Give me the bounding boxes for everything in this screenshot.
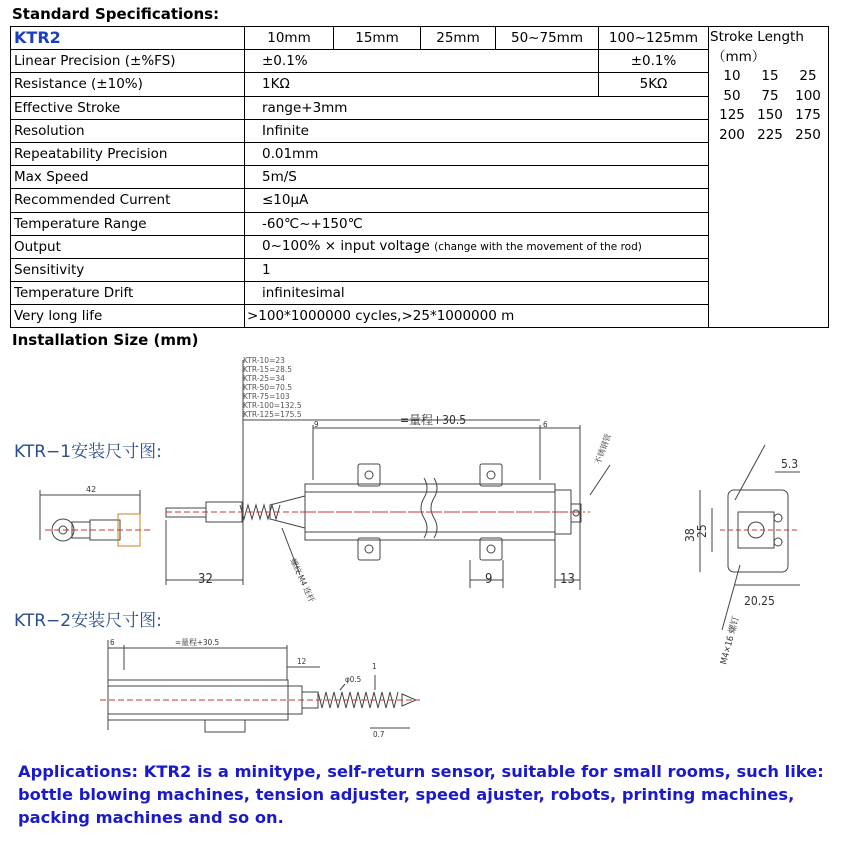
dim-38: 38 [683, 528, 697, 542]
mount-bracket [358, 464, 380, 486]
stroke-cell: 25mm [421, 27, 496, 50]
row-label: Temperature Drift [11, 282, 245, 305]
dim-9: 9 [314, 420, 319, 429]
ktr2-drawing-title: KTR−2安装尺寸图: [14, 611, 162, 631]
output-note: (change with the movement of the rod) [434, 241, 642, 254]
row-value: Infinite [245, 119, 709, 142]
ktr1-dimensions [198, 413, 613, 604]
stroke-list [243, 356, 302, 419]
stroke-list-item: KTR-125=175.5 [243, 410, 302, 419]
bolt-hole [487, 545, 495, 553]
dim-stroke-plus: =量程+30.5 [400, 413, 467, 427]
stroke-value: 10 [723, 68, 741, 84]
stroke-value: 50 [723, 87, 741, 104]
dim-42: 42 [86, 485, 97, 494]
bolt-hole [365, 471, 373, 479]
ktr1-side-view [166, 360, 613, 590]
leader-line [590, 465, 610, 495]
dim-1: 1 [372, 662, 377, 671]
stroke-value: 100 [795, 87, 821, 104]
ktr1-drawing-title: KTR−1安装尺寸图: [14, 442, 162, 462]
stroke-list-item: KTR-50=70.5 [243, 383, 293, 392]
row-value: range+3mm [245, 96, 709, 119]
row-value: -60℃~+150℃ [245, 212, 709, 235]
row-value: 5m/S [245, 166, 709, 189]
tube-label: 不锈钢管 [593, 432, 613, 466]
end-view-body [728, 490, 788, 572]
mount-bracket [358, 538, 380, 560]
row-label: Recommended Current [11, 189, 245, 212]
row-label: Max Speed [11, 166, 245, 189]
dim-13: 13 [560, 572, 575, 587]
leader-line [735, 445, 765, 500]
stroke-cell: 10mm [245, 27, 334, 50]
screw-head [774, 538, 782, 546]
row-label: Resolution [11, 119, 245, 142]
row-value: 1KΩ [245, 73, 599, 96]
bolt-hole [487, 471, 495, 479]
row-label: Repeatability Precision [11, 142, 245, 165]
dim-6b: 6 [110, 638, 115, 647]
row-value: 0.01mm [245, 142, 709, 165]
dim-5-3: 5.3 [781, 457, 799, 471]
screw-head [774, 514, 782, 522]
stroke-list-item: KTR-25=34 [243, 374, 285, 383]
row-value: infinitesimal [245, 282, 709, 305]
dim-9b: 9 [485, 572, 493, 587]
row-value-2: 5KΩ [599, 73, 709, 96]
stroke-cell: 50~75mm [496, 27, 599, 50]
end-hole [573, 510, 579, 516]
mount-bracket [480, 464, 502, 486]
stroke-value: 225 [757, 126, 783, 143]
stroke-value: 125 [719, 107, 745, 123]
dim-0-7: 0.7 [373, 730, 385, 739]
dim-stroke-plus-2: =量程+30.5 [175, 638, 220, 647]
stroke-value: 250 [795, 126, 821, 143]
stroke-length-title: Stroke Length [710, 29, 804, 45]
ktr2-side-view [100, 640, 420, 732]
row-label: Temperature Range [11, 212, 245, 235]
output-value: 0~100% × input voltage [262, 238, 430, 255]
applications-text: Applications: KTR2 is a minitype, self-return sensor, suitable for small rooms, such like: bottle blowing machines, tension adjuster, speed ajuster, robots, printing machines, packing machines and so on. [18, 762, 824, 827]
row-value-2: ±0.1% [599, 50, 709, 73]
thread-label: 螺纹 M4 连杆 [288, 557, 317, 604]
row-value: ±0.1% [245, 50, 599, 73]
stroke-list-item: KTR-75=103 [243, 392, 290, 401]
break-mark [431, 478, 437, 538]
stroke-list-item: KTR-10=23 [243, 356, 285, 365]
row-label: Linear Precision (±%FS) [11, 50, 245, 73]
row-label: Resistance (±10%) [11, 73, 245, 96]
specifications-heading: Standard Specifications: [12, 5, 220, 23]
leader-line [340, 684, 345, 690]
stroke-list-item: KTR-100=132.5 [243, 401, 302, 410]
mount-bracket [480, 538, 502, 560]
rod-end-detail [40, 490, 150, 546]
dim-6: 6 [543, 420, 548, 429]
row-label: Sensitivity [11, 258, 245, 281]
stroke-value: 75 [761, 87, 779, 104]
row-label: Very long life [11, 305, 245, 328]
row-value: >100*1000000 cycles,>25*1000000 m [245, 305, 709, 328]
stroke-cell: 100~125mm [599, 27, 709, 50]
stroke-length-unit: （mm） [712, 49, 766, 65]
stroke-value: 200 [719, 126, 745, 143]
row-value: ≤10μA [245, 189, 709, 212]
dim-32: 32 [198, 572, 213, 587]
stroke-value: 15 [761, 68, 779, 84]
dim-20-25: 20.25 [744, 594, 775, 608]
dim-25: 25 [695, 524, 709, 538]
m4-screw-label: M4×16 螺钉 [719, 615, 742, 666]
installation-heading: Installation Size (mm) [12, 331, 199, 349]
dim-12: 12 [297, 657, 307, 666]
dim-phi-0-5: φ0.5 [345, 675, 362, 684]
stroke-value: 25 [799, 68, 817, 84]
bolt-hole [365, 545, 373, 553]
row-label: Effective Stroke [11, 96, 245, 119]
row-label: Output [11, 235, 245, 258]
stroke-value: 150 [757, 107, 783, 123]
model-name: KTR2 [11, 27, 245, 50]
stroke-list-item: KTR-15=28.5 [243, 365, 293, 374]
ktr2-dimensions [110, 637, 384, 739]
row-value: 1 [245, 258, 709, 281]
break-mark [421, 478, 427, 538]
stroke-value: 175 [795, 107, 821, 123]
ktr2-foot [205, 720, 245, 732]
stroke-cell: 15mm [334, 27, 421, 50]
